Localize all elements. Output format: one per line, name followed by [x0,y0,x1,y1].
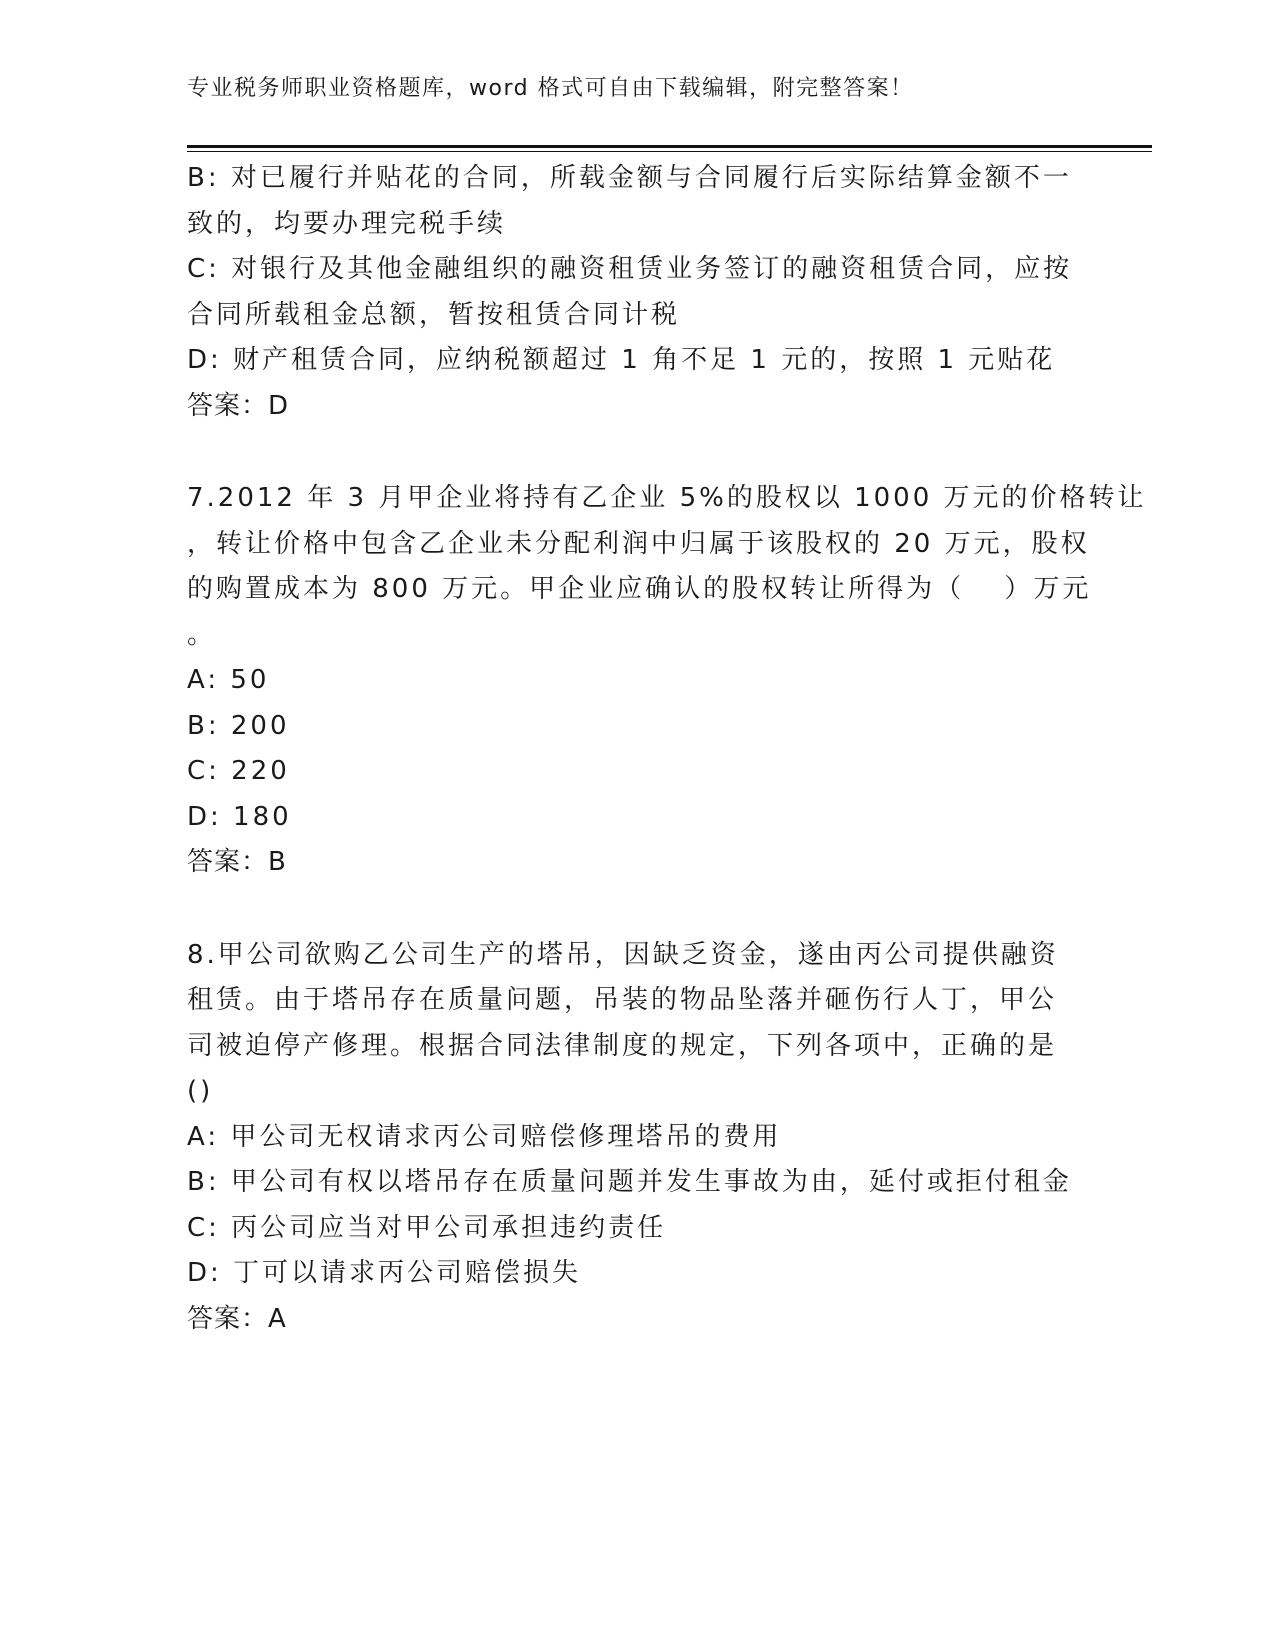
question-stem-line: 。 [187,619,217,650]
option-line: B: 200 [187,710,290,741]
question-stem-line: 7.2012 年 3 月甲企业将持有乙企业 5%的股权以 1000 万元的价格转让 [187,483,1147,513]
question-6-tail [187,156,1087,429]
question-stem-line: 司被迫停产修理。根据合同法律制度的规定，下列各项中，正确的是 [187,1030,1058,1061]
header-rule-thick [187,145,1152,148]
spacer [187,886,1087,933]
option-line: D: 财产租赁合同，应纳税额超过 1 角不足 1 元的，按照 1 元贴花 [187,345,1056,375]
option-line: 致的，均要办理完税手续 [187,208,507,239]
spacer [187,429,1087,476]
option-line: B: 甲公司有权以塔吊存在质量问题并发生事故为由，延付或拒付租金 [187,1167,1072,1197]
option-line: 合同所载租金总额，暂按租赁合同计税 [187,299,681,330]
option-line: C: 丙公司应当对甲公司承担违约责任 [187,1212,667,1243]
question-stem-line: () [187,1076,214,1106]
option-line: A: 甲公司无权请求丙公司赔偿修理塔吊的费用 [187,1121,782,1152]
answer-line: 答案：D [187,390,290,421]
question-stem-line: ，转让价格中包含乙企业未分配利润中归属于该股权的 20 万元，股权 [187,528,1090,559]
option-line: A: 50 [187,665,270,695]
option-line: B: 对已履行并贴花的合同，所载金额与合同履行后实际结算金额不一 [187,163,1072,193]
option-line: D: 180 [187,801,292,832]
header-rule-thin [187,151,1152,152]
option-line: C: 220 [187,756,290,786]
option-line: D: 丁可以请求丙公司赔偿损失 [187,1258,582,1288]
question-8 [187,933,1087,1343]
answer-line: 答案：B [187,847,287,877]
answer-line: 答案：A [187,1303,287,1334]
question-stem-line: 租赁。由于塔吊存在质量问题，吊装的物品坠落并砸伤行人丁，甲公 [187,985,1058,1015]
question-stem-line: 8.甲公司欲购乙公司生产的塔吊，因缺乏资金，遂由丙公司提供融资 [187,939,1059,970]
document-body [187,156,1147,1342]
page-header: 专业税务师职业资格题库，word 格式可自由下载编辑，附完整答案！ [187,76,914,101]
option-line: C: 对银行及其他金融组织的融资租赁业务签订的融资租赁合同，应按 [187,254,1073,284]
question-7 [187,476,1147,886]
question-stem-line: 的购置成本为 800 万元。甲企业应确认的股权转让所得为（ ）万元 [187,574,1092,604]
